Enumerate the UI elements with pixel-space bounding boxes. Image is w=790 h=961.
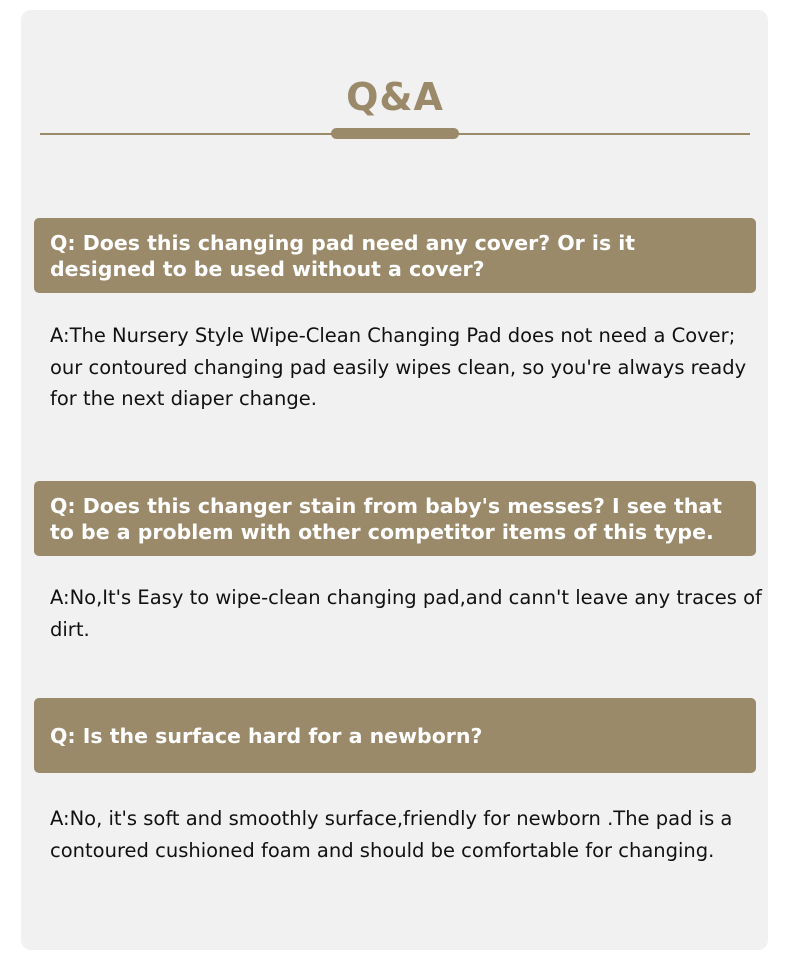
question-box-3 bbox=[34, 698, 756, 773]
question-text-1: Q: Does this changing pad need any cover? Or is it designed to be used without a cover? bbox=[50, 230, 636, 281]
question-text-2: Q: Does this changer stain from baby's messes? I see that to be a problem with other competitor items of this type. bbox=[50, 493, 722, 544]
page-title: Q&A bbox=[346, 75, 444, 119]
title-divider-accent bbox=[331, 128, 459, 139]
question-box-2 bbox=[34, 481, 756, 556]
question-text-3: Q: Is the surface hard for a newborn? bbox=[50, 723, 483, 748]
question-box-1 bbox=[34, 218, 756, 293]
answer-text-1: A:The Nursery Style Wipe-Clean Changing Pad does not need a Cover; our contoured changing pad easily wipes clean, so you're always ready for the next diaper change. bbox=[50, 324, 747, 410]
answer-text-2: A:No,It's Easy to wipe-clean changing pad,and cann't leave any traces of dirt. bbox=[50, 586, 762, 641]
answer-text-3: A:No, it's soft and smoothly surface,friendly for newborn .The pad is a contoured cushioned foam and should be comfortable for changing. bbox=[50, 807, 733, 862]
